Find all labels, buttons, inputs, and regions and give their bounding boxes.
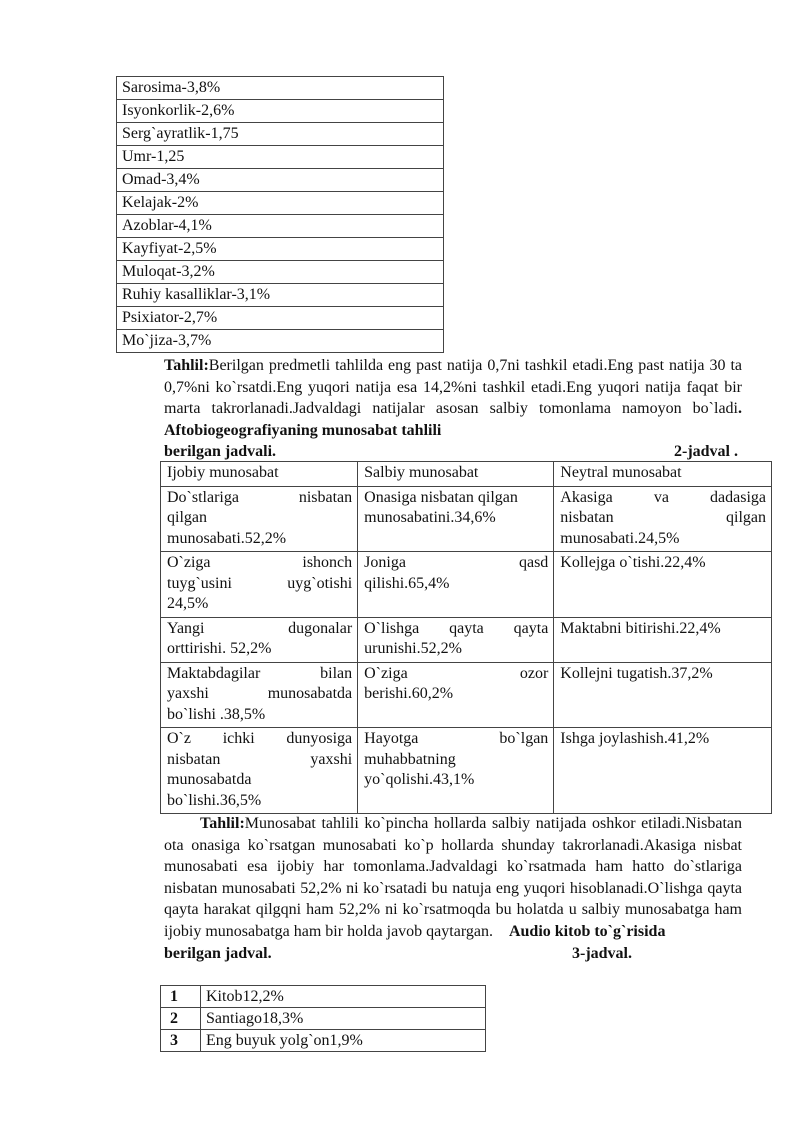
table-row [117,261,444,284]
table-cell: O`z ichki dunyosiga nisbatan yaxshi munosabatda bo`lishi.36,5% [161,728,358,814]
analysis-paragraph-1 [164,355,742,463]
table-row [161,1008,486,1030]
table-cell: Kollejga o`tishi.22,4% [554,552,772,618]
table-row [161,662,772,728]
table-cell: O`ziga ishonch tuyg`usini uyg`otishi 24,5% [161,552,358,618]
table-cell: O`ziga ozor berishi.60,2% [358,662,554,728]
table-caption: berilgan jadvali. [164,443,277,461]
table-caption: berilgan jadval. [164,944,272,962]
table-row [117,307,444,330]
table-row [117,146,444,169]
table-cell: Mo`jiza-3,7% [117,330,444,353]
table-row [117,77,444,100]
analysis-paragraph-2 [164,813,742,964]
analysis-label: Tahlil: [164,357,209,374]
table-row [117,123,444,146]
column-header: Salbiy munosabat [358,462,554,487]
table-cell: Kelajak-2% [117,192,444,215]
table-cell: Umr-1,25 [117,146,444,169]
table-cell: Sarosima-3,8% [117,77,444,100]
table-row [161,986,486,1008]
table-row [117,215,444,238]
table-cell: Yangi dugonalar orttirishi. 52,2% [161,617,358,662]
table-1 [116,76,444,353]
table-row [117,284,444,307]
table-2 [160,461,772,814]
table-3 [160,985,486,1052]
table-number-label: 3-jadval. [572,944,632,962]
table-row [161,552,772,618]
table-number-label: 2-jadval . [674,443,738,461]
table-cell: Serg`ayratlik-1,75 [117,123,444,146]
table-row [117,238,444,261]
table-cell: Psixiator-2,7% [117,307,444,330]
table-cell: Do`stlariga nisbatan qilgan munosabati.52,2% [161,486,358,552]
table-cell: Eng buyuk yolg`on1,9% [201,1030,486,1052]
table-header-row [161,462,772,487]
table-row [117,192,444,215]
column-header: Neytral munosabat [554,462,772,487]
row-number: 3 [161,1030,201,1052]
table-cell: Akasiga va dadasiga nisbatan qilgan munosabati.24,5% [554,486,772,552]
table-row [161,1030,486,1052]
row-number: 1 [161,986,201,1008]
analysis-text: Munosabat tahlili ko`pincha hollarda salbiy natijada oshkor etiladi.Nisbatan ota onasiga ko`rsatgan munosabati ko`p hollarda shunday takrorlanadi.Akasiga nisbat munosabati esa ijobiy har tomonlama.Jadvaldagi ko`rsatmada ham hatto do`stlariga nisbatan munosabati 52,2% ni ko`rsatadi bu natuja eng yuqori hisoblanadi.O`lishga qayta qayta harakat qilgqni ham 52,2% ni ko`rsatmoqda bu holatda u salbiy munosabatga ham ijobiy munosabatga ham bir holda javob qaytargan. [164,815,742,940]
analysis-text: Berilgan predmetli tahlilda eng past natija 0,7ni tashkil etadi.Eng past natija 30 ta 0,7%ni ko`rsatdi.Eng yuqori natija esa 14,2%ni tashkil etadi.Eng yuqori natija faqat bir marta takrorlanadi.Jadvaldagi natijalar asosan salbiy tomonlama namoyon bo`ladi [164,357,742,418]
table-row [161,486,772,552]
table-cell: Kollejni tugatish.37,2% [554,662,772,728]
column-header: Ijobiy munosabat [161,462,358,487]
table-row [117,100,444,123]
table-cell: Isyonkorlik-2,6% [117,100,444,123]
table-cell: Santiago18,3% [201,1008,486,1030]
table-cell: Onasiga nisbatan qilgan munosabatini.34,6% [358,486,554,552]
table-cell: Joniga qasd qilishi.65,4% [358,552,554,618]
table-cell: Ishga joylashish.41,2% [554,728,772,814]
table-row [117,330,444,353]
table-caption-intro: . Aftobiogeografiyaning munosabat tahlili [164,400,742,439]
table-cell: Kitob12,2% [201,986,486,1008]
table-cell: Ruhiy kasalliklar-3,1% [117,284,444,307]
row-number: 2 [161,1008,201,1030]
table-cell: Omad-3,4% [117,169,444,192]
table-cell: Azoblar-4,1% [117,215,444,238]
table-caption-intro: Audio kitob to`g`risida [508,922,666,940]
table-cell: Maktabdagilar bilan yaxshi munosabatda bo`lishi .38,5% [161,662,358,728]
table-cell: O`lishga qayta qayta urunishi.52,2% [358,617,554,662]
table-cell: Muloqat-3,2% [117,261,444,284]
table-cell: Maktabni bitirishi.22,4% [554,617,772,662]
table-row [117,169,444,192]
table-cell: Kayfiyat-2,5% [117,238,444,261]
analysis-label: Tahlil: [200,815,245,832]
table-row [161,728,772,814]
table-cell: Hayotga bo`lgan muhabbatning yo`qolishi.43,1% [358,728,554,814]
table-row [161,617,772,662]
